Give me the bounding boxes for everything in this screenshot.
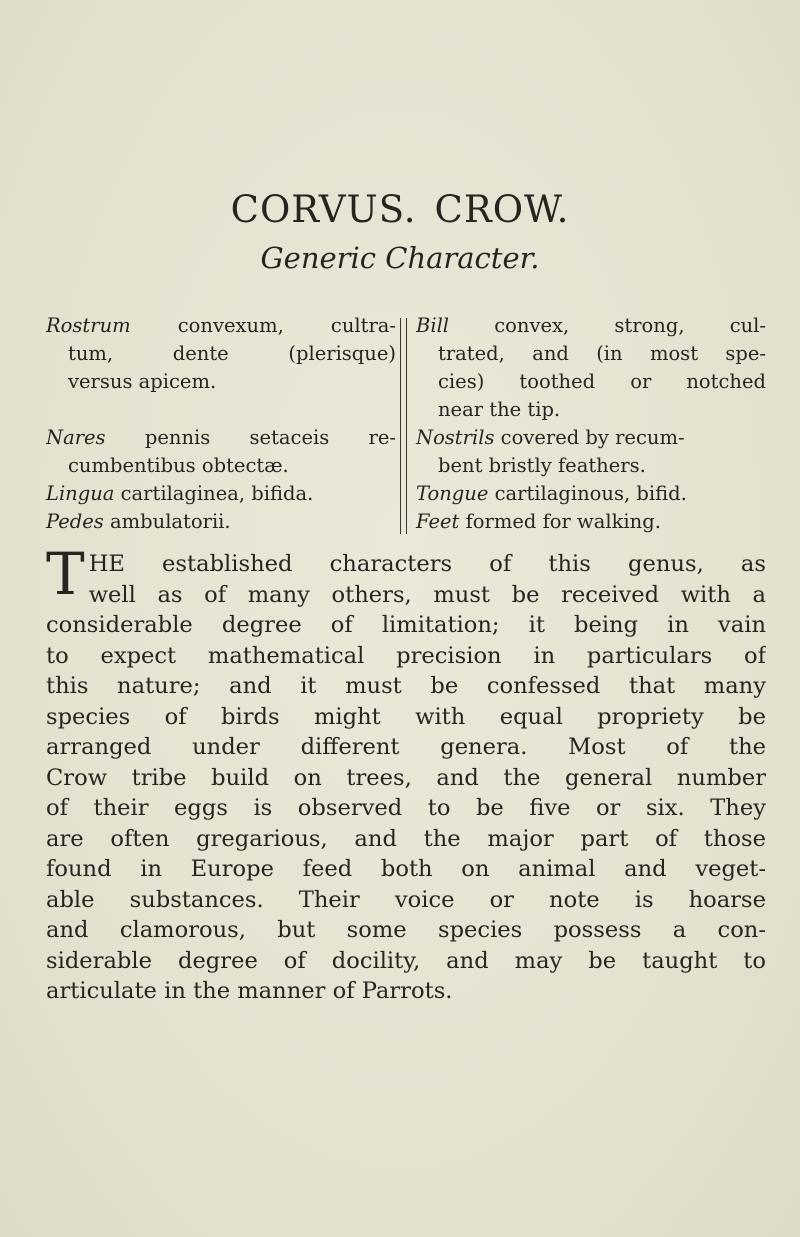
entry-line: Lingua cartilaginea, bifida. — [46, 482, 314, 505]
paragraph-line: species of birds might with equal propriety be — [46, 703, 766, 730]
entry-term: Pedes — [46, 510, 104, 533]
latin-entry-nares — [46, 424, 396, 480]
entry-line: Tongue cartilaginous, bifid. — [416, 482, 687, 505]
drop-cap: T — [46, 540, 85, 608]
paragraph-line: and clamorous, but some species possess a con- — [46, 917, 766, 943]
entry-line: trated, and (in most spe- — [438, 342, 766, 365]
generic-character-columns — [46, 312, 766, 534]
column-divider-rule — [400, 318, 401, 534]
entry-line: versus apicem. — [68, 370, 217, 393]
entry-term: Nares — [46, 426, 106, 449]
entry-line: tum, dente (plerisque) — [68, 342, 396, 365]
entry-line: cies) toothed or notched — [438, 370, 766, 393]
paragraph-line: considerable degree of limitation; it being in vain — [46, 612, 766, 638]
body-paragraph — [46, 540, 766, 1007]
entry-line: bent bristly feathers. — [438, 454, 646, 477]
paragraph-line: Crow tribe build on trees, and the general number — [46, 764, 766, 791]
entry-term: Rostrum — [46, 314, 131, 337]
title-english: CROW. — [434, 188, 570, 231]
english-entry-nostrils — [416, 424, 766, 480]
paragraph-line: able substances. Their voice or note is hoarse — [46, 886, 766, 913]
entry-line: cumbentibus obtectæ. — [68, 454, 289, 477]
paragraph-line: found in Europe feed both on animal and veget- — [46, 856, 766, 882]
paragraph-line: arranged under different genera. Most of the — [46, 734, 766, 760]
paragraph-line: well as of many others, must be received with a — [88, 581, 766, 608]
english-entry-bill — [416, 312, 766, 424]
paragraph-line: siderable degree of docility, and may be taught to — [46, 947, 766, 974]
entry-line: Bill convex, strong, cul- — [416, 314, 766, 337]
entry-line: Feet formed for walking. — [416, 510, 661, 533]
entry-line: near the tip. — [438, 398, 561, 421]
page-subtitle: Generic Character. — [260, 241, 540, 275]
entry-line: Rostrum convexum, cultra- — [46, 314, 396, 337]
entry-term: Bill — [416, 314, 450, 337]
page-title — [0, 188, 800, 231]
english-entry-tongue — [416, 480, 766, 508]
paragraph-line: of their eggs is observed to be five or six. They — [46, 795, 766, 821]
entry-term: Tongue — [416, 482, 489, 505]
entry-line: Nostrils covered by recum- — [416, 426, 685, 449]
paragraph-line: are often gregarious, and the major part of those — [46, 825, 766, 852]
paragraph-line: articulate in the manner of Parrots. — [46, 978, 453, 1004]
column-divider-rule — [406, 318, 407, 534]
latin-entry-rostrum — [46, 312, 396, 396]
entry-line: Nares pennis setaceis re- — [46, 426, 396, 449]
entry-term: Feet — [416, 510, 460, 533]
title-latin: CORVUS. — [230, 188, 417, 231]
latin-entry-pedes — [46, 508, 396, 536]
entry-term: Nostrils — [416, 426, 495, 449]
latin-entry-lingua — [46, 480, 396, 508]
paragraph-line: to expect mathematical precision in particulars of — [46, 642, 766, 669]
paragraph-line: HE established characters of this genus, as — [88, 551, 766, 577]
entry-term: Lingua — [46, 482, 115, 505]
paragraph-line: this nature; and it must be confessed that many — [46, 673, 766, 699]
english-entry-feet — [416, 508, 766, 536]
entry-line: Pedes ambulatorii. — [46, 510, 231, 533]
